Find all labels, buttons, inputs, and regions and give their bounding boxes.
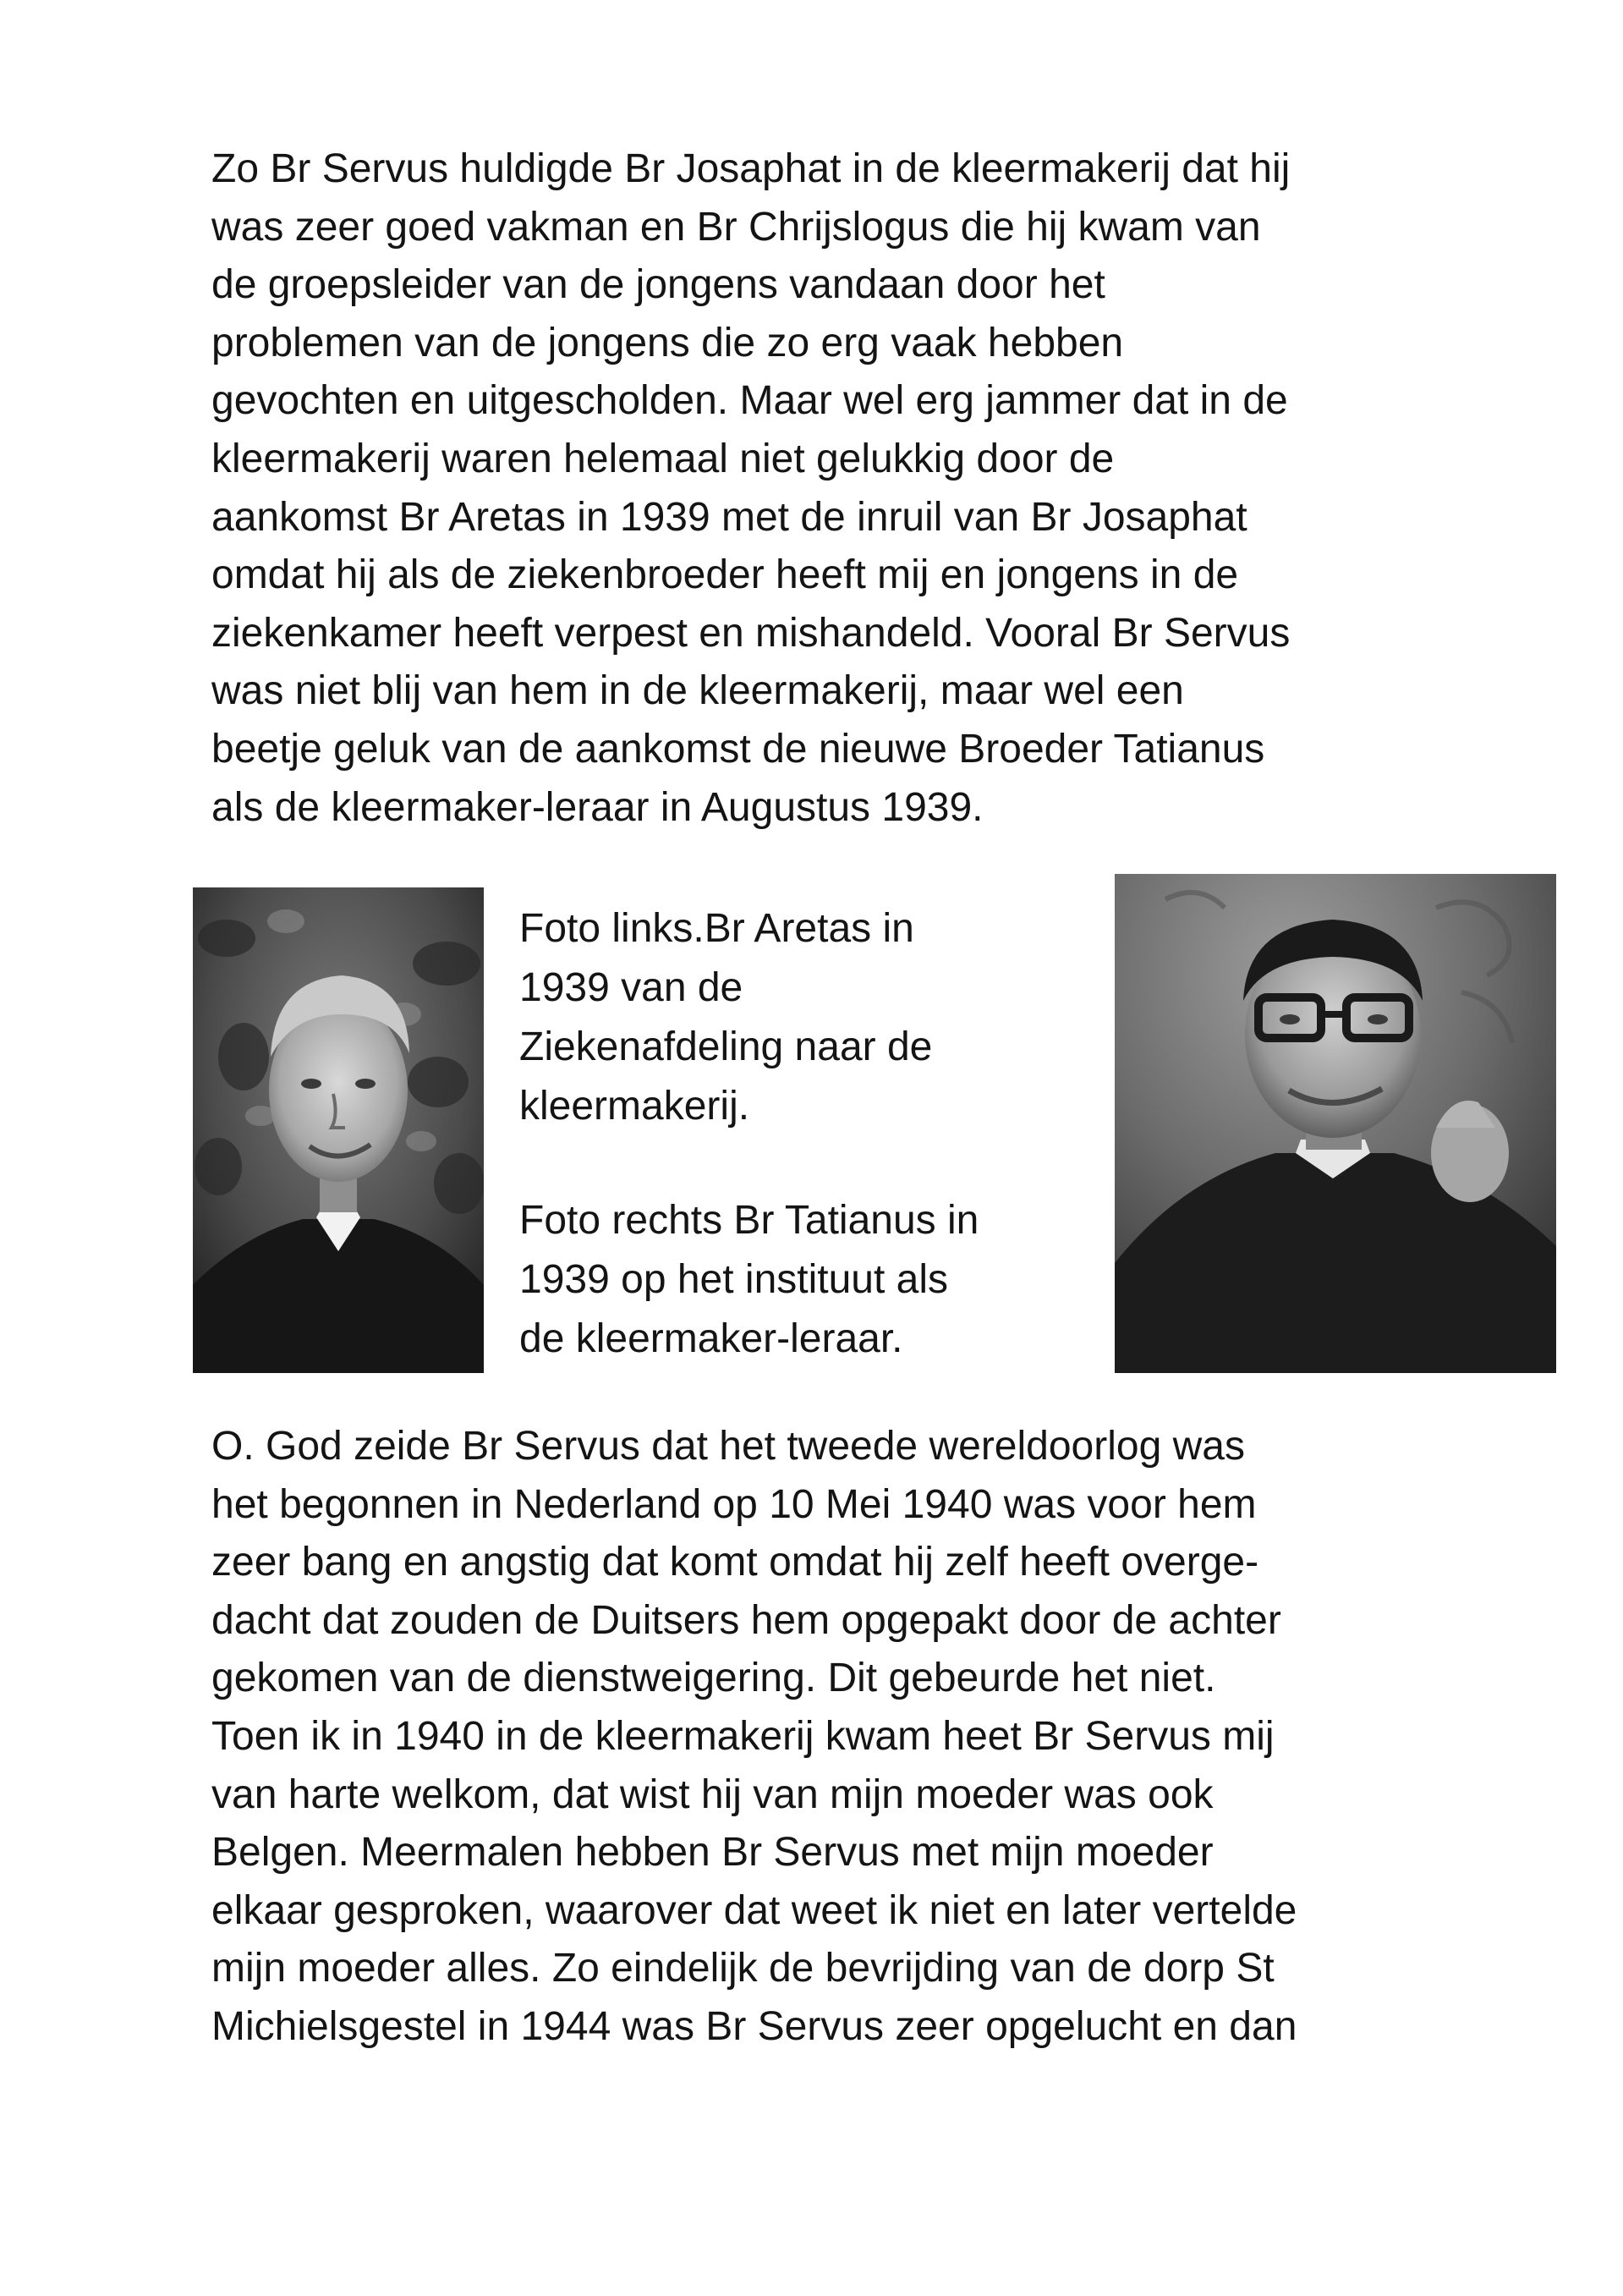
caption-line: Foto rechts Br Tatianus in <box>519 1198 979 1243</box>
paragraph-2 <box>211 1418 1514 2057</box>
photo-br-tatianus <box>1115 874 1556 1373</box>
paragraph-line: Michielsgestel in 1944 was Br Servus zeer opgelucht en dan <box>211 2003 1297 2049</box>
caption-line: 1939 op het instituut als <box>519 1257 949 1302</box>
paragraph-line: gevochten en uitgescholden. Maar wel erg jammer dat in de <box>211 378 1288 424</box>
caption-line: kleermakerij. <box>519 1084 750 1129</box>
paragraph-line: was niet blij van hem in de kleermakerij, maar wel een <box>211 668 1184 714</box>
portrait-photo-left <box>193 887 484 1373</box>
caption-line: Ziekenafdeling naar de <box>519 1024 933 1069</box>
paragraph-line: mijn moeder alles. Zo eindelijk de bevrijding van de dorp St <box>211 1946 1275 1991</box>
paragraph-line: gekomen van de dienstweigering. Dit gebeurde het niet. <box>211 1656 1216 1701</box>
caption-line: 1939 van de <box>519 965 743 1010</box>
paragraph-line: omdat hij als de ziekenbroeder heeft mij en jongens in de <box>211 552 1239 598</box>
paragraph-line: Toen ik in 1940 in de kleermakerij kwam heet Br Servus mij <box>211 1713 1275 1759</box>
photo-br-aretas <box>193 887 484 1373</box>
portrait-photo-right <box>1115 874 1556 1373</box>
paragraph-line: dacht dat zouden de Duitsers hem opgepakt door de achter <box>211 1597 1281 1643</box>
paragraph-line: O. God zeide Br Servus dat het tweede wereldoorlog was <box>211 1424 1245 1469</box>
caption-line: de kleermaker-leraar. <box>519 1316 903 1361</box>
paragraph-line: elkaar gesproken, waarover dat weet ik niet en later vertelde <box>211 1887 1297 1933</box>
paragraph-line: kleermakerij waren helemaal niet gelukkig door de <box>211 436 1115 481</box>
caption-left <box>519 899 1094 1136</box>
paragraph-line: beetje geluk van de aankomst de nieuwe Broeder Tatianus <box>211 726 1265 772</box>
caption-right <box>519 1191 1094 1369</box>
paragraph-line: aankomst Br Aretas in 1939 met de inruil van Br Josaphat <box>211 494 1247 540</box>
paragraph-line: Zo Br Servus huldigde Br Josaphat in de kleermakerij dat hij <box>211 146 1291 191</box>
paragraph-line: het begonnen in Nederland op 10 Mei 1940 was voor hem <box>211 1481 1257 1527</box>
paragraph-line: was zeer goed vakman en Br Chrijslogus die hij kwam van <box>211 204 1261 250</box>
paragraph-line: ziekenkamer heeft verpest en mishandeld. Vooral Br Servus <box>211 610 1291 656</box>
caption-line: Foto links.Br Aretas in <box>519 906 914 951</box>
paragraph-line: de groepsleider van de jongens vandaan door het <box>211 262 1105 308</box>
paragraph-line: Belgen. Meermalen hebben Br Servus met mijn moeder <box>211 1830 1214 1876</box>
paragraph-1 <box>211 140 1514 837</box>
paragraph-line: problemen van de jongens die zo erg vaak hebben <box>211 320 1124 365</box>
paragraph-line: zeer bang en angstig dat komt omdat hij zelf heeft overge- <box>211 1540 1259 1585</box>
paragraph-line: als de kleermaker-leraar in Augustus 1939. <box>211 784 984 830</box>
paragraph-line: van harte welkom, dat wist hij van mijn moeder was ook <box>211 1771 1214 1817</box>
